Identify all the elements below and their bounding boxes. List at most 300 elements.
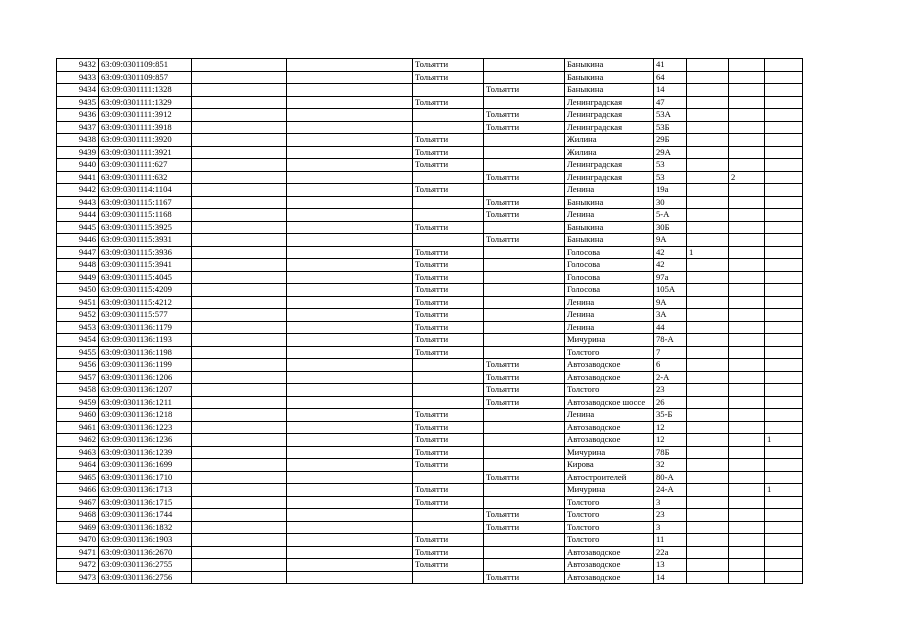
extra-cell-c: 1 [765,484,803,497]
row-number-cell: 9433 [57,71,99,84]
city-cell-b: Тольятти [484,84,565,97]
house-cell: 3 [654,521,687,534]
city-cell-a [413,371,484,384]
extra-cell-b [729,434,765,447]
city-cell-b [484,484,565,497]
empty-cell-a [192,546,287,559]
table-row [57,459,803,472]
table-row [57,471,803,484]
table-row [57,284,803,297]
extra-cell-c [765,209,803,222]
house-cell: 19а [654,184,687,197]
table-row [57,359,803,372]
city-cell-b [484,559,565,572]
street-cell: Баныкина [565,221,654,234]
street-cell: Автозаводское шоссе [565,396,654,409]
table-row [57,421,803,434]
city-cell-a: Тольятти [413,96,484,109]
city-cell-b [484,146,565,159]
empty-cell-a [192,521,287,534]
empty-cell-b [287,234,413,247]
city-cell-b [484,96,565,109]
house-cell: 29Б [654,134,687,147]
extra-cell-b [729,109,765,122]
city-cell-a: Тольятти [413,134,484,147]
row-number-cell: 9447 [57,246,99,259]
city-cell-b [484,496,565,509]
street-cell: Голосова [565,246,654,259]
extra-cell-b [729,409,765,422]
row-number-cell: 9472 [57,559,99,572]
extra-cell-c: 1 [765,434,803,447]
house-cell: 23 [654,509,687,522]
row-number-cell: 9448 [57,259,99,272]
cadastral-number-cell: 63:09:0301136:1832 [99,521,192,534]
table-row [57,446,803,459]
house-cell: 22а [654,546,687,559]
extra-cell-b [729,284,765,297]
extra-cell-a [687,71,729,84]
street-cell: Толстого [565,384,654,397]
street-cell: Толстого [565,521,654,534]
row-number-cell: 9451 [57,296,99,309]
house-cell: 13 [654,559,687,572]
cadastral-table [56,58,803,584]
city-cell-a: Тольятти [413,534,484,547]
house-cell: 53 [654,159,687,172]
extra-cell-c [765,234,803,247]
empty-cell-a [192,259,287,272]
cadastral-number-cell: 63:09:0301115:3925 [99,221,192,234]
extra-cell-b [729,334,765,347]
extra-cell-b [729,259,765,272]
street-cell: Автозаводское [565,421,654,434]
empty-cell-a [192,359,287,372]
street-cell: Ленина [565,296,654,309]
house-cell: 2-А [654,371,687,384]
table-row [57,559,803,572]
extra-cell-c [765,284,803,297]
empty-cell-a [192,246,287,259]
city-cell-a: Тольятти [413,284,484,297]
extra-cell-a [687,396,729,409]
row-number-cell: 9452 [57,309,99,322]
house-cell: 26 [654,396,687,409]
extra-cell-a [687,459,729,472]
street-cell: Голосова [565,271,654,284]
extra-cell-a [687,559,729,572]
empty-cell-a [192,309,287,322]
city-cell-b: Тольятти [484,359,565,372]
cadastral-number-cell: 63:09:0301109:857 [99,71,192,84]
empty-cell-a [192,496,287,509]
house-cell: 80-А [654,471,687,484]
empty-cell-b [287,284,413,297]
extra-cell-c [765,509,803,522]
empty-cell-b [287,546,413,559]
extra-cell-c [765,421,803,434]
extra-cell-b [729,309,765,322]
row-number-cell: 9450 [57,284,99,297]
extra-cell-a [687,409,729,422]
extra-cell-a [687,546,729,559]
cadastral-number-cell: 63:09:0301136:1207 [99,384,192,397]
extra-cell-b [729,159,765,172]
empty-cell-a [192,334,287,347]
extra-cell-c [765,309,803,322]
table-row [57,59,803,72]
row-number-cell: 9439 [57,146,99,159]
table-row [57,271,803,284]
extra-cell-b [729,384,765,397]
empty-cell-a [192,284,287,297]
empty-cell-a [192,171,287,184]
table-row [57,109,803,122]
city-cell-a: Тольятти [413,334,484,347]
street-cell: Ленинградская [565,171,654,184]
extra-cell-c [765,459,803,472]
row-number-cell: 9468 [57,509,99,522]
city-cell-b: Тольятти [484,121,565,134]
extra-cell-b [729,134,765,147]
city-cell-a [413,109,484,122]
street-cell: Баныкина [565,196,654,209]
empty-cell-b [287,246,413,259]
empty-cell-a [192,221,287,234]
house-cell: 6 [654,359,687,372]
street-cell: Автозаводское [565,546,654,559]
cadastral-number-cell: 63:09:0301111:3912 [99,109,192,122]
row-number-cell: 9455 [57,346,99,359]
empty-cell-a [192,296,287,309]
street-cell: Автостроителей [565,471,654,484]
house-cell: 7 [654,346,687,359]
empty-cell-a [192,459,287,472]
extra-cell-c [765,96,803,109]
city-cell-a: Тольятти [413,546,484,559]
empty-cell-b [287,321,413,334]
table-row [57,171,803,184]
extra-cell-a [687,496,729,509]
house-cell: 9А [654,234,687,247]
cadastral-number-cell: 63:09:0301111:3921 [99,146,192,159]
empty-cell-a [192,109,287,122]
city-cell-b [484,309,565,322]
extra-cell-b [729,321,765,334]
city-cell-b: Тольятти [484,371,565,384]
empty-cell-b [287,521,413,534]
extra-cell-c [765,534,803,547]
extra-cell-a: 1 [687,246,729,259]
cadastral-number-cell: 63:09:0301136:1179 [99,321,192,334]
house-cell: 12 [654,421,687,434]
extra-cell-b [729,484,765,497]
extra-cell-a [687,334,729,347]
empty-cell-b [287,359,413,372]
extra-cell-a [687,184,729,197]
empty-cell-b [287,209,413,222]
extra-cell-c [765,184,803,197]
house-cell: 78-А [654,334,687,347]
house-cell: 78Б [654,446,687,459]
extra-cell-c [765,71,803,84]
empty-cell-a [192,146,287,159]
row-number-cell: 9458 [57,384,99,397]
street-cell: Ленинградская [565,109,654,122]
extra-cell-a [687,221,729,234]
extra-cell-a [687,521,729,534]
empty-cell-b [287,446,413,459]
extra-cell-b [729,59,765,72]
table-row [57,371,803,384]
empty-cell-b [287,109,413,122]
empty-cell-a [192,446,287,459]
empty-cell-b [287,59,413,72]
city-cell-b [484,259,565,272]
cadastral-number-cell: 63:09:0301115:4045 [99,271,192,284]
row-number-cell: 9465 [57,471,99,484]
house-cell: 44 [654,321,687,334]
extra-cell-c [765,259,803,272]
extra-cell-a [687,484,729,497]
street-cell: Мичурина [565,484,654,497]
row-number-cell: 9464 [57,459,99,472]
extra-cell-b [729,221,765,234]
table-row [57,96,803,109]
table-row [57,84,803,97]
city-cell-b [484,434,565,447]
house-cell: 3А [654,309,687,322]
extra-cell-a [687,196,729,209]
table-row [57,409,803,422]
empty-cell-b [287,96,413,109]
row-number-cell: 9461 [57,421,99,434]
empty-cell-b [287,159,413,172]
city-cell-b [484,159,565,172]
table-row [57,321,803,334]
city-cell-b: Тольятти [484,171,565,184]
table-row [57,159,803,172]
cadastral-number-cell: 63:09:0301136:1236 [99,434,192,447]
street-cell: Автозаводское [565,559,654,572]
extra-cell-c [765,196,803,209]
house-cell: 14 [654,84,687,97]
cadastral-number-cell: 63:09:0301111:3918 [99,121,192,134]
row-number-cell: 9470 [57,534,99,547]
city-cell-b: Тольятти [484,471,565,484]
table-row [57,259,803,272]
city-cell-b: Тольятти [484,234,565,247]
table-row [57,121,803,134]
row-number-cell: 9454 [57,334,99,347]
city-cell-a: Тольятти [413,446,484,459]
row-number-cell: 9449 [57,271,99,284]
house-cell: 30 [654,196,687,209]
row-number-cell: 9435 [57,96,99,109]
city-cell-a [413,171,484,184]
extra-cell-c [765,59,803,72]
extra-cell-a [687,271,729,284]
house-cell: 35-Б [654,409,687,422]
street-cell: Голосова [565,259,654,272]
extra-cell-b [729,396,765,409]
extra-cell-b [729,121,765,134]
empty-cell-b [287,121,413,134]
cadastral-number-cell: 63:09:0301111:3920 [99,134,192,147]
extra-cell-a [687,359,729,372]
table-row [57,71,803,84]
street-cell: Ленина [565,184,654,197]
house-cell: 11 [654,534,687,547]
extra-cell-b [729,534,765,547]
empty-cell-a [192,184,287,197]
extra-cell-c [765,159,803,172]
cadastral-number-cell: 63:09:0301111:627 [99,159,192,172]
table-row [57,571,803,584]
cadastral-number-cell: 63:09:0301136:1713 [99,484,192,497]
extra-cell-c [765,334,803,347]
cadastral-number-cell: 63:09:0301115:3941 [99,259,192,272]
cadastral-number-cell: 63:09:0301136:1715 [99,496,192,509]
city-cell-b [484,284,565,297]
cadastral-number-cell: 63:09:0301136:1193 [99,334,192,347]
house-cell: 53А [654,109,687,122]
empty-cell-a [192,196,287,209]
extra-cell-b [729,521,765,534]
cadastral-number-cell: 63:09:0301136:1710 [99,471,192,484]
city-cell-b [484,346,565,359]
house-cell: 32 [654,459,687,472]
extra-cell-a [687,284,729,297]
extra-cell-a [687,309,729,322]
city-cell-b [484,534,565,547]
empty-cell-a [192,71,287,84]
extra-cell-a [687,134,729,147]
city-cell-b [484,296,565,309]
row-number-cell: 9466 [57,484,99,497]
extra-cell-c [765,246,803,259]
extra-cell-a [687,259,729,272]
extra-cell-c [765,271,803,284]
extra-cell-a [687,296,729,309]
extra-cell-b [729,571,765,584]
cadastral-number-cell: 63:09:0301115:1168 [99,209,192,222]
street-cell: Ленинградская [565,96,654,109]
extra-cell-b [729,234,765,247]
row-number-cell: 9437 [57,121,99,134]
extra-cell-c [765,134,803,147]
empty-cell-a [192,121,287,134]
extra-cell-a [687,346,729,359]
house-cell: 41 [654,59,687,72]
table-row [57,509,803,522]
street-cell: Баныкина [565,59,654,72]
cadastral-number-cell: 63:09:0301114:1104 [99,184,192,197]
empty-cell-a [192,271,287,284]
table-row [57,384,803,397]
house-cell: 3 [654,496,687,509]
empty-cell-b [287,271,413,284]
city-cell-a [413,571,484,584]
extra-cell-a [687,371,729,384]
city-cell-a [413,509,484,522]
city-cell-b [484,459,565,472]
cadastral-number-cell: 63:09:0301115:4212 [99,296,192,309]
city-cell-a [413,396,484,409]
street-cell: Автозаводское [565,371,654,384]
extra-cell-b [729,96,765,109]
city-cell-b [484,446,565,459]
row-number-cell: 9438 [57,134,99,147]
cadastral-number-cell: 63:09:0301136:1239 [99,446,192,459]
empty-cell-b [287,346,413,359]
cadastral-number-cell: 63:09:0301136:1223 [99,421,192,434]
empty-cell-a [192,384,287,397]
table-row [57,309,803,322]
street-cell: Голосова [565,284,654,297]
street-cell: Жилина [565,134,654,147]
city-cell-b [484,409,565,422]
city-cell-a: Тольятти [413,59,484,72]
empty-cell-b [287,396,413,409]
table-row [57,234,803,247]
extra-cell-a [687,159,729,172]
extra-cell-c [765,121,803,134]
street-cell: Автозаводское [565,359,654,372]
house-cell: 105А [654,284,687,297]
empty-cell-b [287,184,413,197]
city-cell-a: Тольятти [413,271,484,284]
extra-cell-c [765,221,803,234]
cadastral-number-cell: 63:09:0301115:1167 [99,196,192,209]
extra-cell-b [729,546,765,559]
empty-cell-b [287,146,413,159]
street-cell: Баныкина [565,84,654,97]
extra-cell-b [729,84,765,97]
house-cell: 23 [654,384,687,397]
row-number-cell: 9444 [57,209,99,222]
table-row [57,546,803,559]
city-cell-a: Тольятти [413,434,484,447]
city-cell-b [484,546,565,559]
extra-cell-b [729,146,765,159]
extra-cell-c [765,321,803,334]
city-cell-b [484,71,565,84]
city-cell-a: Тольятти [413,559,484,572]
city-cell-b [484,271,565,284]
empty-cell-b [287,484,413,497]
extra-cell-b [729,509,765,522]
cadastral-number-cell: 63:09:0301115:3936 [99,246,192,259]
table-row [57,146,803,159]
cadastral-number-cell: 63:09:0301136:2756 [99,571,192,584]
house-cell: 64 [654,71,687,84]
extra-cell-b [729,371,765,384]
extra-cell-b [729,496,765,509]
street-cell: Жилина [565,146,654,159]
cadastral-number-cell: 63:09:0301136:2755 [99,559,192,572]
city-cell-b: Тольятти [484,384,565,397]
cadastral-number-cell: 63:09:0301136:1199 [99,359,192,372]
extra-cell-b [729,296,765,309]
empty-cell-b [287,84,413,97]
table-row [57,196,803,209]
extra-cell-b [729,459,765,472]
city-cell-a: Тольятти [413,484,484,497]
empty-cell-a [192,134,287,147]
extra-cell-a [687,434,729,447]
cadastral-number-cell: 63:09:0301136:1198 [99,346,192,359]
